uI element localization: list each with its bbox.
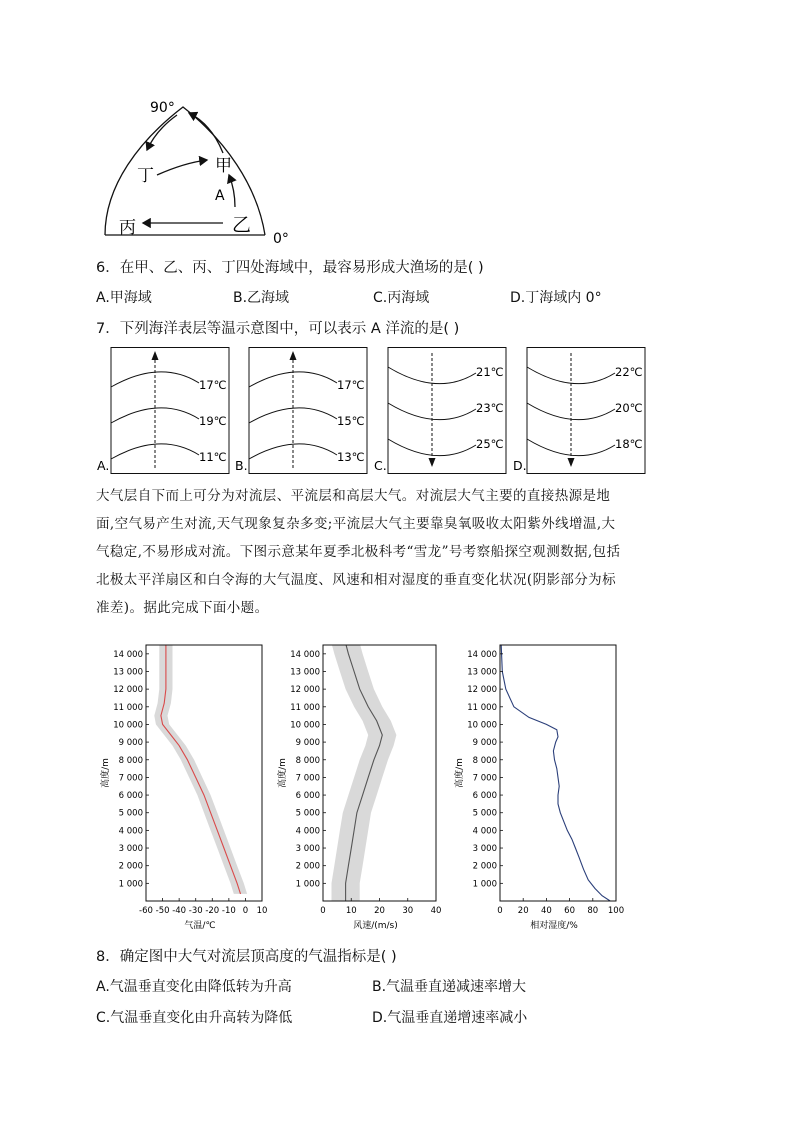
chart-2 bbox=[276, 643, 441, 931]
y-tick-label: 13 000 bbox=[113, 667, 143, 678]
x-tick-label: 20 bbox=[517, 906, 529, 916]
y-tick-label: 3 000 bbox=[295, 844, 320, 855]
y-tick-label: 10 000 bbox=[290, 720, 320, 731]
x-tick-label: 20 bbox=[374, 906, 385, 916]
x-tick-label: 100 bbox=[607, 906, 625, 916]
diagram-option-label: B. bbox=[235, 458, 248, 473]
diagram-option-label: D. bbox=[513, 458, 527, 473]
arrow-head-icon bbox=[152, 351, 159, 360]
y-tick-label: 2 000 bbox=[295, 861, 320, 872]
label-ding: 丁 bbox=[137, 166, 154, 186]
isotherm-label: 20℃ bbox=[615, 401, 643, 415]
arrow-head-icon bbox=[568, 458, 575, 467]
y-tick-label: 2 000 bbox=[472, 861, 497, 872]
x-tick-label: -60 bbox=[139, 906, 153, 916]
y-tick-label: 9 000 bbox=[472, 738, 497, 749]
y-axis-label: 高度/m bbox=[278, 758, 288, 788]
y-tick-label: 9 000 bbox=[118, 738, 143, 749]
x-tick-label: 10 bbox=[256, 906, 268, 916]
q8-option-b[interactable]: B.气温垂直递减速率增大 bbox=[372, 979, 527, 995]
label-jia: 甲 bbox=[215, 156, 232, 176]
passage-line: 北极太平洋扇区和白令海的大气温度、风速和相对湿度的垂直变化状况(阴影部分为标 bbox=[96, 572, 616, 588]
x-axis-label: 相对湿度/% bbox=[530, 921, 578, 931]
y-tick-label: 8 000 bbox=[118, 755, 143, 766]
x-axis-label: 风速/(m/s) bbox=[353, 921, 398, 931]
y-tick-label: 6 000 bbox=[472, 791, 497, 802]
q7-stem: 7．下列海洋表层等温示意图中，可以表示 A 洋流的是( ) bbox=[96, 321, 460, 337]
y-tick-label: 1 000 bbox=[118, 879, 143, 890]
isotherm-diagram-b[interactable] bbox=[235, 347, 373, 474]
y-axis-label: 高度/m bbox=[101, 758, 111, 788]
y-tick-label: 7 000 bbox=[472, 773, 497, 784]
diagram-option-label: A. bbox=[97, 458, 110, 473]
passage-line: 气稳定,不易形成对流。下图示意某年夏季北极科考“雪龙”号考察船探空观测数据,包括 bbox=[96, 544, 621, 560]
y-tick-label: 9 000 bbox=[295, 738, 320, 749]
isotherm-label: 17℃ bbox=[199, 378, 227, 392]
q6-option-c[interactable]: C.丙海域 bbox=[373, 290, 430, 306]
x-tick-label: 30 bbox=[402, 906, 414, 916]
y-tick-label: 14 000 bbox=[467, 649, 497, 660]
x-tick-label: 40 bbox=[540, 906, 552, 916]
label-90: 90° bbox=[150, 100, 175, 116]
isotherm-label: 11℃ bbox=[199, 450, 227, 464]
q8-option-d[interactable]: D.气温垂直递增速率减小 bbox=[372, 1010, 528, 1026]
isotherm-label: 13℃ bbox=[337, 450, 365, 464]
x-tick-label: -30 bbox=[188, 906, 203, 916]
reading-passage bbox=[96, 482, 706, 622]
q6-option-d[interactable]: D.丁海域内 0° bbox=[510, 290, 602, 306]
isotherm-line bbox=[111, 372, 199, 387]
q8-option-a[interactable]: A.气温垂直变化由降低转为升高 bbox=[96, 979, 292, 995]
q8-stem: 8．确定图中大气对流层顶高度的气温指标是( ) bbox=[96, 949, 397, 965]
std-dev-band bbox=[332, 643, 397, 901]
y-tick-label: 13 000 bbox=[467, 667, 497, 678]
std-dev-band bbox=[154, 643, 247, 894]
isotherm-label: 17℃ bbox=[337, 378, 365, 392]
isotherm-label: 21℃ bbox=[476, 365, 504, 379]
sounding-charts bbox=[0, 635, 794, 935]
x-tick-label: -10 bbox=[221, 906, 236, 916]
series-line bbox=[501, 645, 610, 901]
plot-frame bbox=[500, 645, 616, 901]
y-tick-label: 11 000 bbox=[113, 702, 143, 713]
y-tick-label: 5 000 bbox=[472, 808, 497, 819]
q6-option-b[interactable]: B.乙海域 bbox=[233, 290, 290, 306]
passage-line: 面,空气易产生对流,天气现象复杂多变;平流层大气主要靠臭氧吸收太阳紫外线增温,大 bbox=[96, 516, 616, 532]
y-tick-label: 3 000 bbox=[118, 844, 143, 855]
arrow-ding-to-jia bbox=[157, 160, 207, 175]
y-tick-label: 13 000 bbox=[290, 667, 320, 678]
y-tick-label: 12 000 bbox=[290, 685, 320, 696]
y-tick-label: 7 000 bbox=[118, 773, 143, 784]
diagram-option-label: C. bbox=[374, 458, 387, 473]
x-tick-label: -20 bbox=[205, 906, 220, 916]
y-tick-label: 14 000 bbox=[113, 649, 143, 660]
x-tick-label: 0 bbox=[242, 906, 249, 916]
y-tick-label: 10 000 bbox=[467, 720, 497, 731]
y-tick-label: 1 000 bbox=[295, 879, 320, 890]
y-tick-label: 10 000 bbox=[113, 720, 143, 731]
y-tick-label: 5 000 bbox=[295, 808, 320, 819]
isotherm-label: 25℃ bbox=[476, 437, 504, 451]
x-tick-label: 10 bbox=[345, 906, 357, 916]
y-tick-label: 8 000 bbox=[472, 755, 497, 766]
y-tick-label: 11 000 bbox=[467, 702, 497, 713]
isotherm-diagram-a[interactable] bbox=[97, 347, 235, 474]
y-tick-label: 6 000 bbox=[118, 791, 143, 802]
y-tick-label: 5 000 bbox=[118, 808, 143, 819]
y-tick-label: 11 000 bbox=[290, 702, 320, 713]
y-tick-label: 1 000 bbox=[472, 879, 497, 890]
isotherm-label: 23℃ bbox=[476, 401, 504, 415]
y-tick-label: 14 000 bbox=[290, 649, 320, 660]
x-tick-label: 60 bbox=[564, 906, 576, 916]
arrow-head-icon bbox=[429, 458, 436, 467]
passage-line: 准差)。据此完成下面小题。 bbox=[96, 600, 269, 616]
x-tick-label: -50 bbox=[155, 906, 170, 916]
y-tick-label: 12 000 bbox=[467, 685, 497, 696]
y-tick-label: 8 000 bbox=[295, 755, 320, 766]
arrow-yi-to-jia bbox=[229, 175, 235, 207]
y-tick-label: 6 000 bbox=[295, 791, 320, 802]
isotherm-diagram-c[interactable] bbox=[374, 347, 512, 474]
arrow-head-icon bbox=[290, 351, 297, 360]
y-axis-label: 高度/m bbox=[455, 758, 465, 788]
q6-option-a[interactable]: A.甲海域 bbox=[96, 290, 152, 306]
label-0: 0° bbox=[273, 231, 289, 247]
isotherm-diagram-d[interactable] bbox=[513, 347, 651, 474]
y-tick-label: 12 000 bbox=[113, 685, 143, 696]
arrow-pole-to-ding bbox=[147, 115, 177, 150]
chart-1 bbox=[99, 643, 267, 931]
y-tick-label: 3 000 bbox=[472, 844, 497, 855]
q8-option-c[interactable]: C.气温垂直变化由升高转为降低 bbox=[96, 1010, 293, 1026]
current-map bbox=[95, 95, 305, 250]
x-tick-label: 80 bbox=[587, 906, 599, 916]
isotherm-label: 15℃ bbox=[337, 414, 365, 428]
y-tick-label: 4 000 bbox=[295, 826, 320, 837]
label-yi: 乙 bbox=[232, 214, 252, 236]
x-tick-label: -40 bbox=[172, 906, 187, 916]
chart-3 bbox=[453, 645, 624, 931]
isotherm-line bbox=[249, 372, 337, 387]
q6-stem: 6．在甲、乙、丙、丁四处海域中，最容易形成大渔场的是( ) bbox=[96, 260, 484, 276]
y-tick-label: 4 000 bbox=[472, 826, 497, 837]
isotherm-label: 22℃ bbox=[615, 365, 643, 379]
y-tick-label: 2 000 bbox=[118, 861, 143, 872]
x-tick-label: 40 bbox=[430, 906, 442, 916]
label-a: A bbox=[215, 188, 225, 204]
x-axis-label: 气温/℃ bbox=[184, 921, 216, 931]
y-tick-label: 4 000 bbox=[118, 826, 143, 837]
x-tick-label: 0 bbox=[497, 906, 503, 916]
isotherm-label: 19℃ bbox=[199, 414, 227, 428]
label-bing: 丙 bbox=[119, 218, 136, 238]
arrow-jia-to-pole bbox=[189, 113, 223, 153]
isotherm-label: 18℃ bbox=[615, 437, 643, 451]
passage-line: 大气层自下而上可分为对流层、平流层和高层大气。对流层大气主要的直接热源是地 bbox=[96, 488, 611, 504]
y-tick-label: 7 000 bbox=[295, 773, 320, 784]
x-tick-label: 0 bbox=[320, 906, 326, 916]
